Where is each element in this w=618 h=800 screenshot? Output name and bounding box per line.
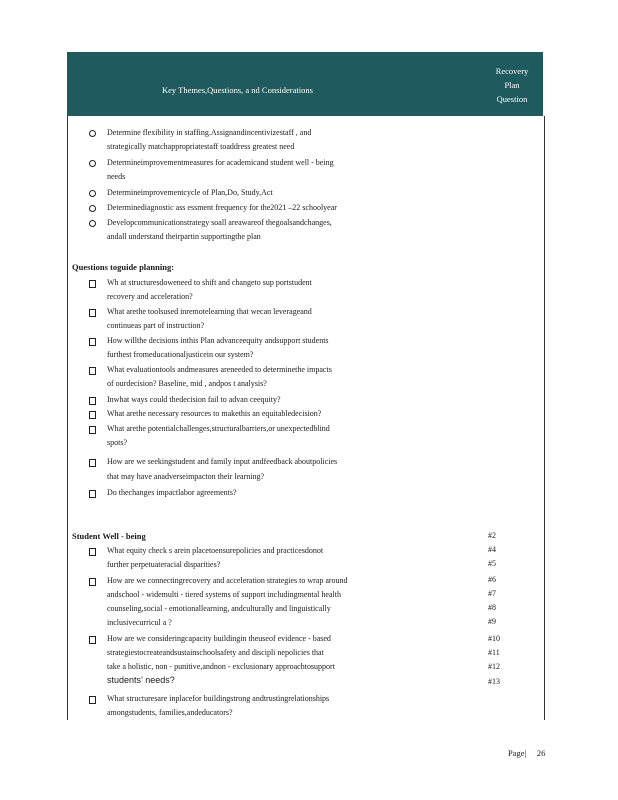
page-label: Page| — [508, 748, 527, 758]
checkbox-bullet — [89, 367, 96, 375]
list-item-cont: counseling,social - emotionallearning, andculturally and linguistically — [107, 604, 331, 613]
checkbox-bullet — [89, 490, 96, 498]
header-right-line-2: Plan — [504, 80, 520, 90]
circle-bullet — [89, 220, 96, 227]
checkbox-bullet — [89, 280, 96, 288]
planning-heading: Questions toguide planning: — [72, 262, 175, 272]
page-footer — [508, 748, 545, 758]
plan-ref: #7 — [488, 589, 496, 598]
plan-ref: #6 — [488, 575, 496, 584]
header-right-line-1: Recovery — [495, 66, 529, 76]
list-item: Determine flexibility in staffing.Assignandincentivizestaff , and — [107, 128, 312, 137]
checkbox-bullet — [89, 548, 96, 556]
plan-ref: #2 — [488, 531, 496, 540]
list-item: What evaluationtools andmeasures areneeded to determinethe impacts — [107, 365, 332, 374]
plan-ref: #11 — [488, 648, 500, 657]
list-item: What arethe toolsused inremotelearning that wecan leverageand — [107, 307, 312, 316]
list-item: Do thechanges impactlabor agreements? — [107, 488, 237, 497]
table-header — [67, 52, 543, 116]
circle-bullet — [89, 205, 96, 212]
circle-bullet — [89, 160, 96, 167]
header-title: Key Themes,Questions, a nd Considerations — [162, 85, 313, 95]
list-item-cont: andall understand theirpartin supportingthe plan — [107, 232, 261, 241]
list-item: What arethe potentialchallenges,structuralbarriers,or unexpectedblind — [107, 424, 330, 433]
list-item-cont: strategically matchappropriatestaff toaddress greatest need — [107, 142, 295, 151]
list-item-cont: amongstudents, families,andeducators? — [107, 708, 233, 717]
list-item-cont: take a holistic, non - punitive,andnon - exclusionary approachtosupport — [107, 662, 335, 671]
list-item: How are we seekingstudent and family input andfeedback aboutpolicies — [107, 457, 338, 466]
plan-ref: #10 — [488, 634, 500, 643]
header-recovery-plan-question — [482, 64, 542, 106]
checkbox-bullet — [89, 696, 96, 704]
checkbox-bullet — [89, 426, 96, 434]
list-item-cont: needs — [107, 172, 126, 181]
page-number: 26 — [536, 748, 546, 758]
list-item-cont: inclusivecurricul a ? — [107, 618, 172, 627]
list-item: What arethe necessary resources to makethis an equitabledecision? — [107, 409, 322, 418]
list-item-cont: strategiestocreateandsustainschoolsafety and discipli nepolicies that — [107, 648, 324, 657]
plan-ref: #4 — [488, 545, 496, 554]
plan-ref: #13 — [488, 677, 500, 686]
list-item: Determineimprovementmeasures for academicand student well - being — [107, 158, 334, 167]
list-item: How willthe decisions inthis Plan advanceequity andsupport students — [107, 336, 329, 345]
plan-ref: #8 — [488, 603, 496, 612]
checkbox-bullet — [89, 397, 96, 405]
list-item-cont: recovery and acceleration? — [107, 292, 193, 301]
list-item: Inwhat ways could thedecision fail to advan ceequity? — [107, 395, 281, 404]
header-right-line-3: Question — [496, 94, 528, 104]
list-item-cont: continueas part of instruction? — [107, 321, 205, 330]
plan-ref: #9 — [488, 617, 496, 626]
list-item-cont: andschool - widemulti - tiered systems of support includingmental health — [107, 590, 341, 599]
plan-ref: #5 — [488, 559, 496, 568]
list-item: Determineimprovementcycle of Plan,Do, Study,Act — [107, 188, 273, 197]
circle-bullet — [89, 190, 96, 197]
checkbox-bullet — [89, 578, 96, 586]
list-item-cont: students’ needs? — [107, 675, 175, 685]
circle-bullet — [89, 130, 96, 137]
list-item: Determinediagnostic ass essment frequency for the2021 –22 schoolyear — [107, 203, 337, 212]
checkbox-bullet — [89, 636, 96, 644]
list-item: Wh at structuresdoweneed to shift and changeto sup portstudent — [107, 278, 312, 287]
checkbox-bullet — [89, 338, 96, 346]
list-item-cont: spots? — [107, 438, 127, 447]
wellbeing-heading: Student Well - being — [72, 531, 146, 541]
checkbox-bullet — [89, 309, 96, 317]
checkbox-bullet — [89, 459, 96, 467]
list-item: How are we connectingrecovery and acceleration strategies to wrap around — [107, 576, 348, 585]
plan-ref: #12 — [488, 662, 500, 671]
list-item: What equity check s arein placetoensurepolicies and practicesdonot — [107, 546, 324, 555]
list-item: Developcommunicationstrategy soall areawareof thegoalsandchanges, — [107, 218, 332, 227]
list-item-cont: of ourdecision? Baseline, mid , andpos t analysis? — [107, 379, 267, 388]
checkbox-bullet — [89, 411, 96, 419]
list-item: What structuresare inplacefor buildingstrong andtrustingrelationships — [107, 694, 330, 703]
list-item-cont: that may have anadverseimpacton their learning? — [107, 472, 265, 481]
list-item-cont: furthest fromeducationaljusticein our system? — [107, 350, 254, 359]
list-item: How are we consideringcapacity buildingin theuseof evidence - based — [107, 634, 331, 643]
list-item-cont: further perpetuateracial disparities? — [107, 560, 221, 569]
